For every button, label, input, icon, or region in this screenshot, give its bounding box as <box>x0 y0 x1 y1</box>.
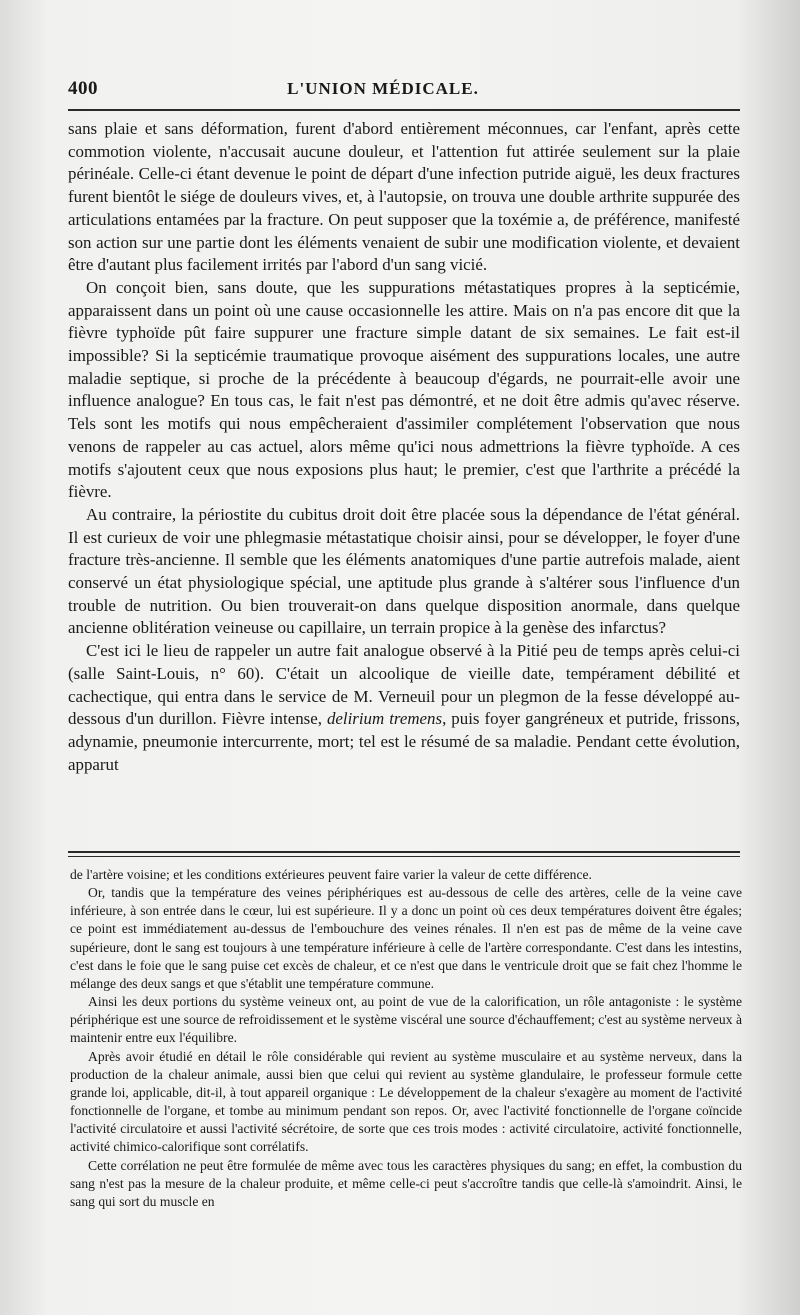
body-paragraph-4-italic: delirium tremens <box>326 709 443 729</box>
footnotes-block <box>70 866 742 1211</box>
footnote-paragraph-3: Ainsi les deux portions du système veineux ont, au point de vue de la calorification, un rôle antagoniste : le système périphérique est une source de refroidissement et le système viscéral une source d'échauffement; c'est au système nerveux à maintenir entre eux l'équilibre. <box>70 994 742 1046</box>
page-number: 400 <box>68 78 98 99</box>
footnote-paragraph-2: Or, tandis que la température des veines périphériques est au-dessous de celle des artères, celle de la veine cave inférieure, à son entrée dans le cœur, lui est supérieure. Il y a donc un point où ces deux températures doivent être égales; ce point est immédiatement au-dessus de l'embouchure des veines rénales. Il n'en est pas de même de la veine cave supérieure, dont le sang est toujours à une température inférieure à celle de l'artère correspondante. C'est dans les intestins, c'est dans le foie que le sang puise cet excès de chaleur, et ce n'est que dans le ventricule droit que se fait chez l'homme le mélange des deux sangs et que s'établit une température commune. <box>70 885 742 991</box>
footnote-separator-rule-thin <box>68 856 740 857</box>
header-rule <box>68 109 740 111</box>
body-paragraph-2: On conçoit bien, sans doute, que les suppurations métastatiques propres à la septicémie, apparaissent dans un point où une cause occasionnelle les attire. Mais on n'a pas encore dit que la fièvre typhoïde pût faire suppurer une fracture simple datant de six semaines. Le fait est-il impossible? Si la septicémie traumatique provoque aisément des suppurations locales, une autre maladie septique, si proche de la précédente à beaucoup d'égards, ne pourrait-elle avoir une influence analogue? En tous cas, le fait n'est pas démontré, et ne doit être admis qu'avec réserve. Tels sont les motifs qui nous empêcheraient d'assimiler complétement l'observation que nous venons de rappeler au cas actuel, alors même qu'ici nous admettrions la fièvre typhoïde. A ces motifs s'ajoutent ceux que nous exposions plus haut; le premier, c'est que l'arthrite a précédé la fièvre. <box>68 277 740 502</box>
body-paragraph-1: sans plaie et sans déformation, furent d'abord entièrement méconnues, car l'enfant, après cette commotion violente, n'accusait aucune douleur, et l'attention fut attirée seulement sur la plaie périnéale. Celle-ci étant devenue le point de départ d'une infection putride aiguë, les deux fractures furent bientôt le siége de douleurs vives, et, à l'autopsie, on trouva une double arthrite suppurée des articulations entamées par la fracture. On peut supposer que la toxémie a, de préférence, manifesté son action sur une partie dont les éléments venaient de subir une modification violente, et devaient être d'autant plus facilement irrités par l'abord d'un sang vicié. <box>68 119 740 275</box>
footnote-paragraph-4: Après avoir étudié en détail le rôle considérable qui revient au système musculaire et au système nerveux, dans la production de la chaleur animale, aussi bien que celui qui revient au système glandulaire, le professeur formule cette grande loi, applicable, dit-il, à tout appareil organique : Le développement de la chaleur s'exagère au moment de l'activité fonctionnelle de l'organe, et tombe au minimum pendant son repos. Or, avec l'activité fonctionnelle de l'organe coïncide l'activité circulatoire et aussi l'activité sécrétoire, de sorte que ces trois modes : activité circulatoire, activité fonctionnelle, activité chimico-calorifique sont corrélatifs. <box>70 1048 742 1155</box>
body-paragraph-4-start: C'est ici le lieu de rappeler un autre fait analogue observé à la Pitié peu de temps après celui-ci (salle Saint-Louis, n° 60). C'était un alcoolique de vieille date, tempérament débilité et cachectique, qui entra dans le service de M. Verneuil pour un plegmon de la fesse développé au-dessous d'un durillon. Fièvre intense, <box>68 641 740 729</box>
body-paragraph-3: Au contraire, la périostite du cubitus droit doit être placée sous la dépendance de l'état général. Il est curieux de voir une phlegmasie métastatique choisir ainsi, pour se développer, le foyer d'une fracture très-ancienne. Il semble que les éléments anatomiques d'une partie autrefois malade, aient conservé un état physiologique spécial, une aptitude plus grande à s'altérer sous l'influence d'un trouble de nutrition. Ou bien trouverait-on dans quelque disposition anormale, dans quelque ancienne oblitération veineuse ou capillaire, un terrain propice à la genèse des infarctus? <box>68 504 740 638</box>
page-header <box>68 78 738 102</box>
body-paragraph-4 <box>68 640 740 776</box>
footnote-paragraph-5: Cette corrélation ne peut être formulée de même avec tous les caractères physiques du sang; en effet, la combustion du sang n'est pas la mesure de la chaleur produite, et même celle-ci peut s'accroître tandis que celle-là s'amoindrit. Ainsi, le sang qui sort du muscle en <box>70 1157 742 1209</box>
main-body-text <box>68 118 740 776</box>
journal-title: L'UNION MÉDICALE. <box>287 79 479 98</box>
footnote-paragraph-1: de l'artère voisine; et les conditions extérieures peuvent faire varier la valeur de cette différence. <box>70 867 592 882</box>
footnote-separator-rule <box>68 851 740 853</box>
body-paragraph-4-end: , puis foyer gangréneux et putride, frissons, adynamie, pneumonie intercurrente, mort; tel est le résumé de sa maladie. Pendant cette évolution, apparut <box>68 709 741 774</box>
